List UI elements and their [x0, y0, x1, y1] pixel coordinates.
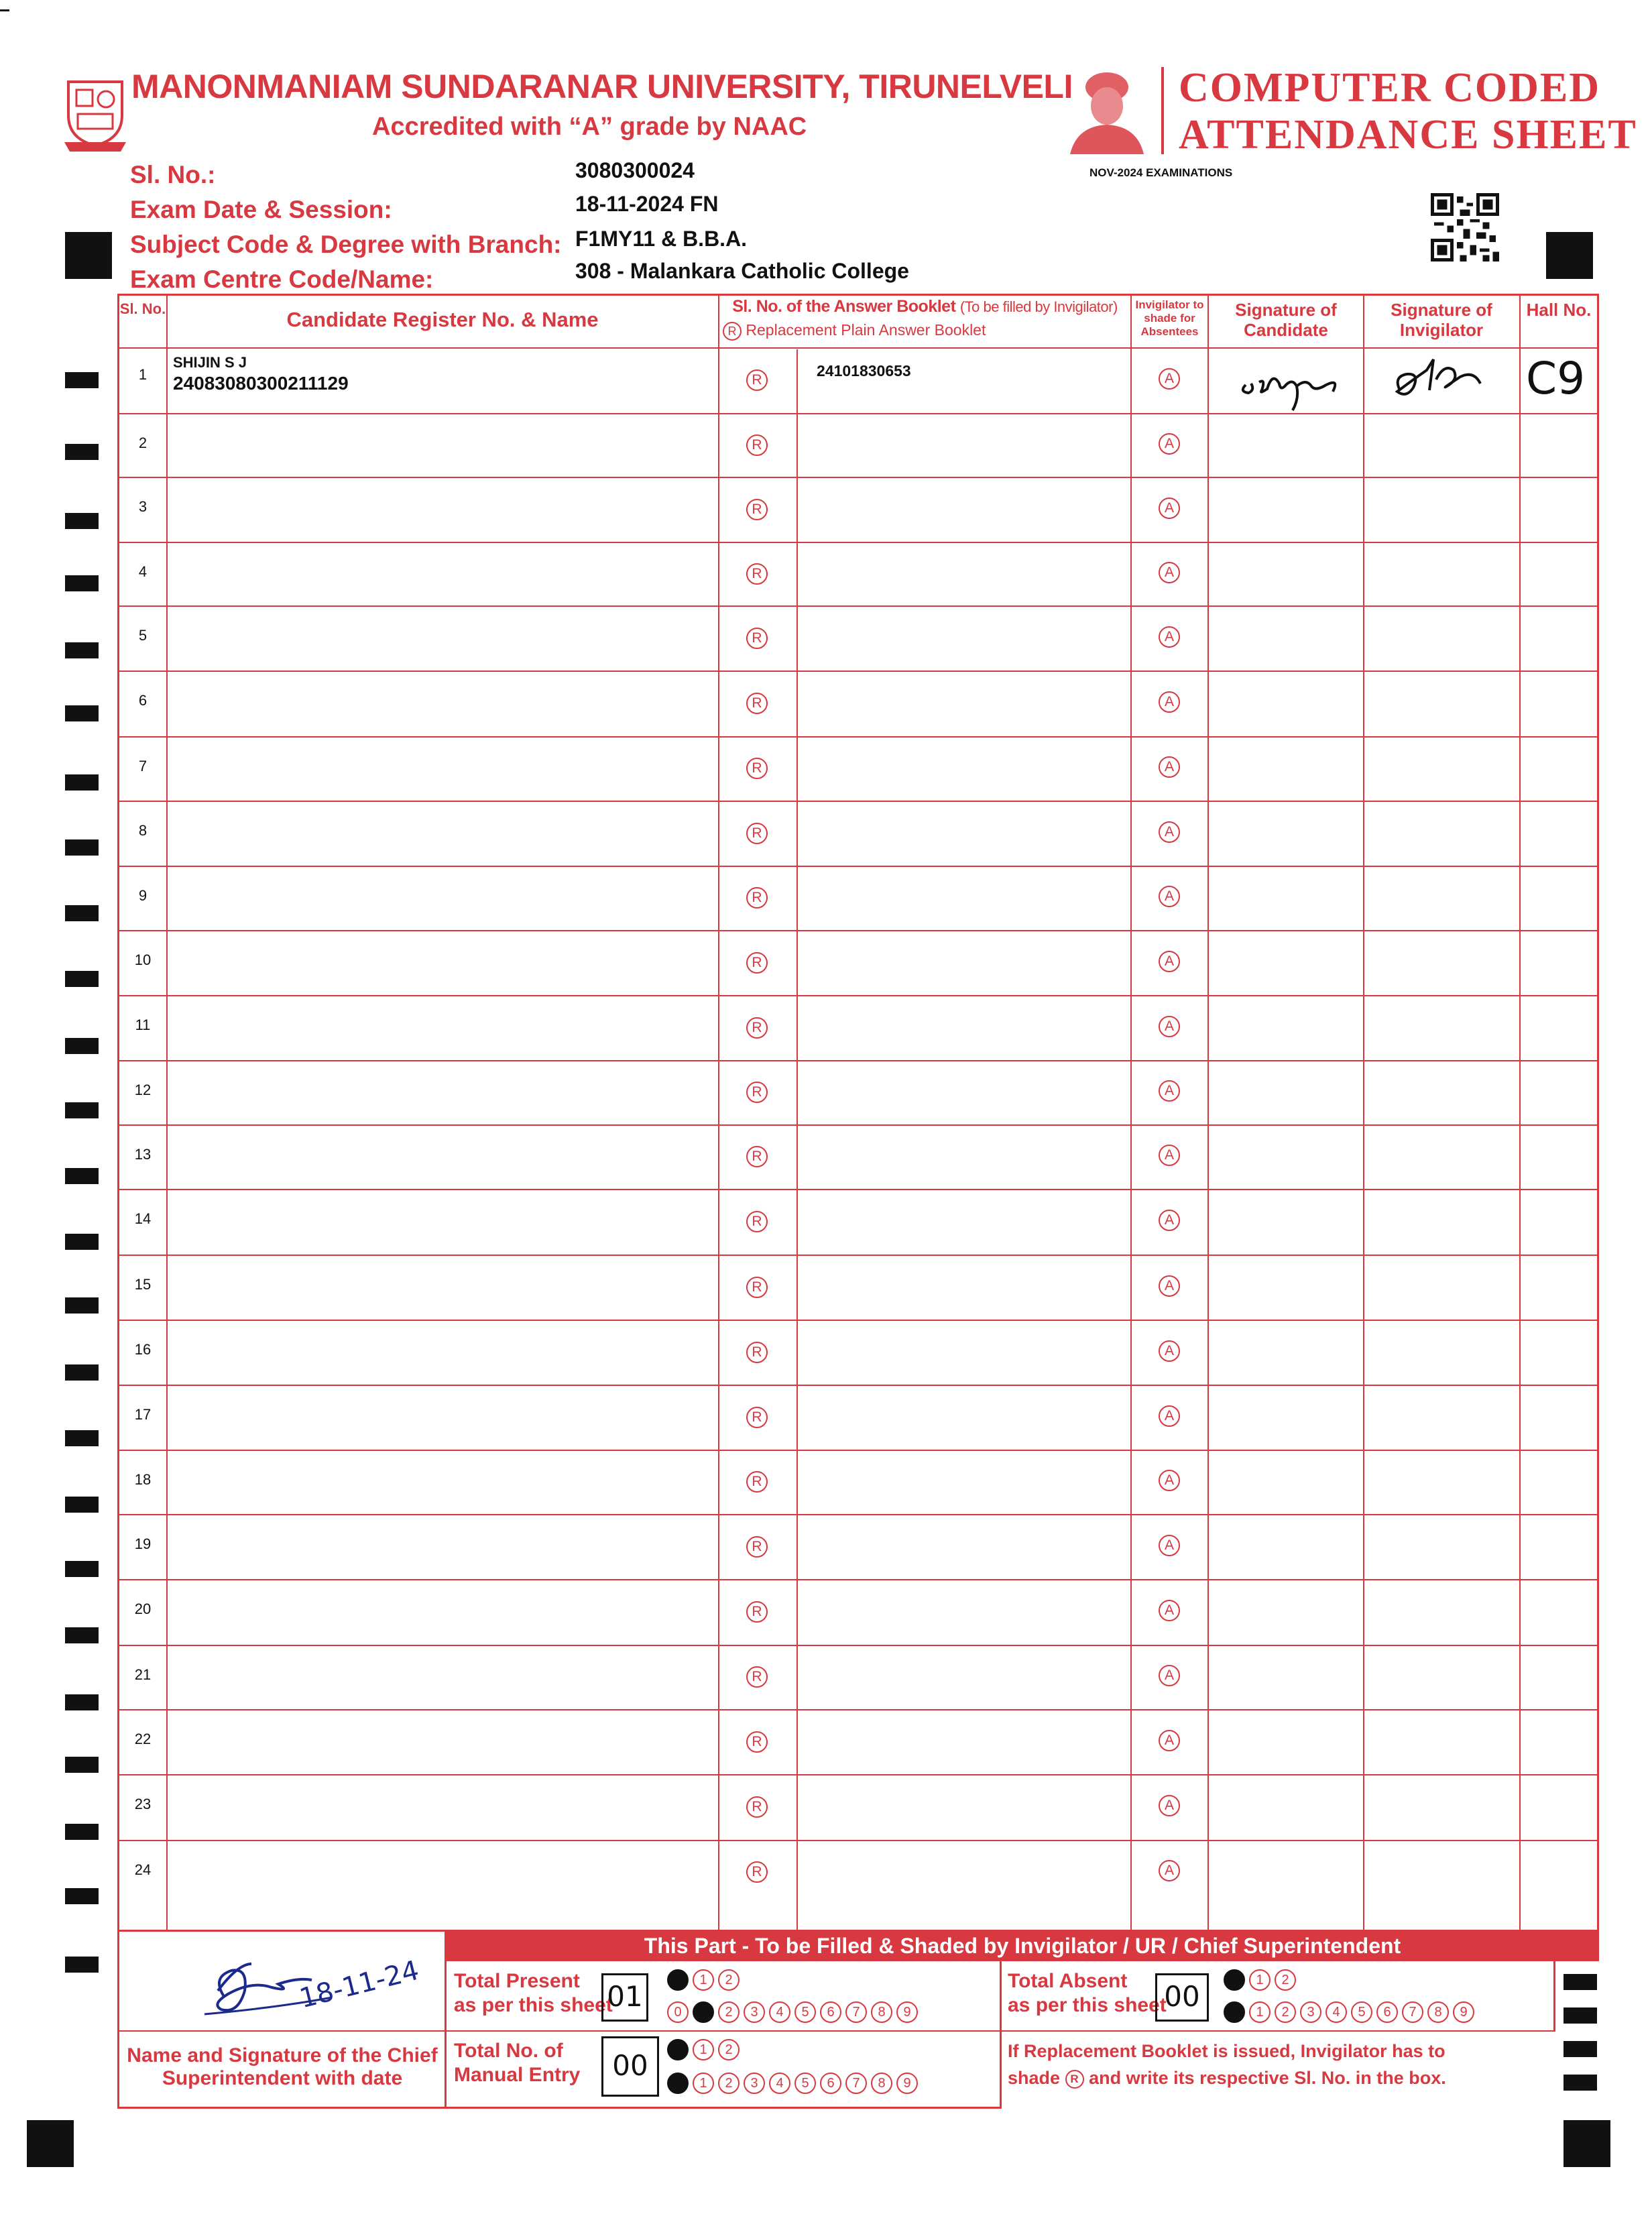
timing-mark: [65, 1561, 99, 1577]
answer-booklet-field[interactable]: [798, 1189, 1130, 1255]
row-sl-no: 16: [134, 1341, 152, 1358]
absentee-bubble[interactable]: A: [1159, 1080, 1180, 1102]
replacement-bubble[interactable]: R: [746, 628, 768, 649]
table-row: [119, 1645, 1597, 1709]
table-row: [119, 1514, 1597, 1579]
col-header-absent: Invigilator to shade for Absentees: [1135, 298, 1204, 338]
timing-mark: [65, 1102, 99, 1118]
manual-entry-box[interactable]: 00: [601, 2036, 659, 2097]
replacement-bubble[interactable]: R: [746, 1666, 768, 1688]
sl-no-value: 3080300024: [575, 158, 695, 182]
answer-booklet-field[interactable]: [798, 930, 1130, 995]
col-header-sig-candidate: Signature of Candidate: [1235, 300, 1337, 340]
manual-entry-units-bubble-6[interactable]: 6: [820, 2073, 841, 2094]
answer-booklet-field[interactable]: [798, 1320, 1130, 1385]
row-sl-no: 1: [138, 366, 148, 383]
timing-mark: [65, 839, 99, 856]
qr-code: [1431, 193, 1499, 261]
col-header-booklet-note: (To be filled by Invigilator): [959, 298, 1118, 315]
answer-booklet-field[interactable]: [798, 736, 1130, 801]
candidate-name: SHIJIN S J: [173, 354, 247, 371]
answer-booklet-field[interactable]: [798, 1060, 1130, 1124]
university-name: MANONMANIAM SUNDARANAR UNIVERSITY, TIRUNELVELI: [131, 68, 1073, 105]
total-present-tens-bubble-0[interactable]: 0: [667, 1969, 689, 1991]
manual-entry-units-bubble-3[interactable]: 3: [744, 2073, 765, 2094]
timing-mark: [65, 1297, 99, 1314]
replacement-bubble[interactable]: R: [746, 1146, 768, 1167]
replacement-bubble[interactable]: R: [746, 952, 768, 974]
col-header-booklet: [719, 297, 1130, 316]
footer-border: [117, 2107, 1001, 2109]
answer-booklet-field[interactable]: [798, 1124, 1130, 1189]
total-absent-tens-bubble-2[interactable]: 2: [1275, 1969, 1296, 1991]
timing-mark: [65, 774, 99, 791]
answer-booklet-field[interactable]: [798, 542, 1130, 605]
total-absent-tens-bubble-0[interactable]: 0: [1224, 1969, 1245, 1991]
timing-mark: [65, 575, 99, 591]
row-sl-no: 19: [134, 1535, 152, 1552]
table-row: [119, 1124, 1597, 1189]
total-present-units-bubble-1[interactable]: 1: [693, 2001, 714, 2023]
replacement-r-icon: R: [723, 322, 742, 341]
absentee-bubble[interactable]: A: [1159, 821, 1180, 843]
replacement-bubble[interactable]: R: [746, 1017, 768, 1039]
answer-booklet-field[interactable]: [798, 995, 1130, 1060]
table-row: [119, 1840, 1597, 1904]
replacement-bubble[interactable]: R: [746, 1082, 768, 1103]
subject-value: F1MY11 & B.B.A.: [575, 227, 748, 251]
footer-section: [117, 1930, 1599, 2109]
col-header-replacement: [723, 321, 1125, 341]
replacement-note-2: shade: [1008, 2068, 1061, 2088]
alignment-mark: [65, 232, 112, 279]
timing-mark: [65, 1757, 99, 1773]
timing-mark: [65, 1364, 99, 1381]
manual-entry-units-bubble-5[interactable]: 5: [794, 2073, 816, 2094]
answer-booklet-field[interactable]: [798, 1709, 1130, 1774]
timing-mark: [65, 1957, 99, 1973]
answer-booklet-field[interactable]: [798, 605, 1130, 671]
manual-entry-units-bubble-0[interactable]: 0: [667, 2073, 689, 2094]
absentee-bubble[interactable]: A: [1159, 1795, 1180, 1816]
row-sl-no: 8: [138, 822, 148, 839]
replacement-bubble[interactable]: R: [746, 1471, 768, 1493]
table-row: [119, 866, 1597, 930]
absentee-bubble[interactable]: A: [1159, 1600, 1180, 1621]
footer-border: [1553, 1961, 1555, 2032]
sl-no-label: Sl. No.:: [130, 161, 216, 188]
accreditation-text: Accredited with “A” grade by NAAC: [372, 113, 807, 141]
row-sl-no: 3: [138, 498, 148, 515]
timing-mark: [65, 444, 99, 460]
col-header-sig-invigilator: Signature of Invigilator: [1391, 300, 1492, 340]
absentee-bubble[interactable]: A: [1159, 1860, 1180, 1881]
total-absent-label-1: Total Absent: [1008, 1970, 1128, 1992]
manual-entry-tens-bubble-0[interactable]: 0: [667, 2039, 689, 2060]
col-header-candidate: Candidate Register No. & Name: [286, 308, 599, 331]
table-row: [119, 995, 1597, 1060]
answer-booklet-field[interactable]: [798, 1450, 1130, 1514]
alignment-mark: [1546, 232, 1593, 279]
row-sl-no: 9: [138, 887, 148, 904]
table-row: [119, 347, 1597, 413]
footer-banner: This Part - To be Filled & Shaded by Invigilator / UR / Chief Superintendent: [446, 1930, 1599, 1961]
total-present-tens-bubble-1[interactable]: 1: [693, 1969, 714, 1991]
total-present-units-bubble-7[interactable]: 7: [845, 2001, 867, 2023]
answer-booklet-field[interactable]: [798, 1645, 1130, 1709]
total-absent-units-bubble-8[interactable]: 8: [1427, 2001, 1449, 2023]
absentee-bubble[interactable]: A: [1159, 433, 1180, 455]
subject-label: Subject Code & Degree with Branch:: [130, 231, 562, 258]
table-row: [119, 736, 1597, 801]
replacement-bubble[interactable]: R: [746, 1407, 768, 1428]
answer-booklet-field[interactable]: [798, 413, 1130, 477]
timing-mark: [65, 372, 99, 388]
replacement-bubble[interactable]: R: [746, 1601, 768, 1623]
timing-mark: [65, 1888, 99, 1904]
table-row: [119, 1189, 1597, 1255]
university-logo: [62, 75, 129, 154]
manual-entry-units-bubble-9[interactable]: 9: [896, 2073, 918, 2094]
col-header-booklet-main: Sl. No. of the Answer Booklet: [732, 297, 956, 316]
timing-mark: [65, 1430, 99, 1446]
total-absent-units-bubble-6[interactable]: 6: [1376, 2001, 1398, 2023]
absentee-bubble[interactable]: A: [1159, 1145, 1180, 1166]
row-sl-no: 17: [134, 1406, 152, 1423]
answer-booklet-field[interactable]: [798, 1385, 1130, 1450]
table-row: [119, 801, 1597, 866]
answer-booklet-field[interactable]: [798, 671, 1130, 736]
absentee-bubble[interactable]: A: [1159, 562, 1180, 583]
footer-border: [1000, 1961, 1002, 2109]
absentee-bubble[interactable]: A: [1159, 886, 1180, 907]
centre-label: Exam Centre Code/Name:: [130, 266, 434, 293]
timing-mark: [65, 905, 99, 921]
absentee-bubble[interactable]: A: [1159, 1340, 1180, 1362]
total-present-units-bubble-8[interactable]: 8: [871, 2001, 892, 2023]
table-row: [119, 1385, 1597, 1450]
manual-entry-units-bubble-4[interactable]: 4: [769, 2073, 790, 2094]
col-header-booklet-sub: Replacement Plain Answer Booklet: [746, 321, 986, 339]
total-present-units-bubble-4[interactable]: 4: [769, 2001, 790, 2023]
table-row: [119, 1774, 1597, 1840]
answer-booklet-field[interactable]: [798, 801, 1130, 866]
invigilator-signature: [1380, 350, 1500, 410]
answer-booklet-field[interactable]: [798, 1840, 1130, 1904]
absentee-bubble[interactable]: A: [1159, 1016, 1180, 1037]
answer-booklet-field[interactable]: [798, 477, 1130, 542]
timing-mark: [65, 971, 99, 987]
total-present-units-bubble-2[interactable]: 2: [718, 2001, 740, 2023]
total-present-units-bubble-0[interactable]: 0: [667, 2001, 689, 2023]
row-sl-no: 10: [134, 951, 152, 968]
total-present-tens-bubble-2[interactable]: 2: [718, 1969, 740, 1991]
footer-border: [117, 1930, 119, 2109]
total-absent-units-bubble-0[interactable]: 0: [1224, 2001, 1245, 2023]
hall-no: C9: [1526, 353, 1586, 404]
row-sl-no: 7: [138, 758, 148, 774]
table-row: [119, 1255, 1597, 1320]
total-absent-box[interactable]: 00: [1155, 1973, 1209, 2022]
absentee-bubble[interactable]: A: [1159, 498, 1180, 519]
absentee-bubble[interactable]: A: [1159, 691, 1180, 713]
absentee-bubble[interactable]: A: [1159, 626, 1180, 648]
row-sl-no: 24: [134, 1861, 152, 1878]
manual-entry-units-bubble-7[interactable]: 7: [845, 2073, 867, 2094]
total-absent-units-bubble-3[interactable]: 3: [1300, 2001, 1321, 2023]
row-sl-no: 20: [134, 1600, 152, 1617]
table-row: [119, 1450, 1597, 1514]
manual-entry-tens-bubble-1[interactable]: 1: [693, 2039, 714, 2060]
table-row: [119, 1060, 1597, 1124]
replacement-bubble[interactable]: R: [746, 823, 768, 844]
col-header-sl: Sl. No.: [119, 300, 166, 317]
footer-border: [117, 2030, 446, 2032]
table-row: [119, 413, 1597, 477]
table-row: [119, 930, 1597, 995]
replacement-bubble[interactable]: R: [746, 563, 768, 585]
total-present-units-bubble-6[interactable]: 6: [820, 2001, 841, 2023]
row-sl-no: 15: [134, 1276, 152, 1293]
replacement-bubble[interactable]: R: [746, 1731, 768, 1753]
row-sl-no: 6: [138, 692, 148, 709]
corner-mark: [0, 9, 9, 11]
row-sl-no: 13: [134, 1146, 152, 1163]
absentee-bubble[interactable]: A: [1159, 1405, 1180, 1427]
sheet-title-line2: ATTENDANCE SHEET: [1179, 112, 1637, 158]
row-sl-no: 22: [134, 1731, 152, 1747]
table-row: [119, 605, 1597, 671]
sheet-title-line1: COMPUTER CODED: [1179, 65, 1601, 111]
total-present-units-bubble-9[interactable]: 9: [896, 2001, 918, 2023]
timing-mark: [65, 1694, 99, 1710]
replacement-bubble[interactable]: R: [746, 434, 768, 456]
attendance-table: [117, 294, 1599, 1932]
timing-mark: [65, 1234, 99, 1250]
row-sl-no: 4: [138, 563, 148, 580]
replacement-note-3: and write its respective Sl. No. in the box.: [1089, 2068, 1446, 2088]
absentee-bubble[interactable]: A: [1159, 1535, 1180, 1556]
replacement-bubble[interactable]: R: [746, 1277, 768, 1298]
absentee-bubble[interactable]: A: [1159, 1665, 1180, 1686]
row-sl-no: 23: [134, 1796, 152, 1812]
candidate-signature: [1232, 351, 1353, 412]
row-sl-no: 12: [134, 1082, 152, 1098]
absentee-bubble[interactable]: A: [1159, 1470, 1180, 1491]
row-sl-no: 14: [134, 1210, 152, 1227]
row-sl-no: 5: [138, 627, 148, 644]
timing-mark: [65, 705, 99, 721]
manual-entry-units-bubble-2[interactable]: 2: [718, 2073, 740, 2094]
absentee-bubble[interactable]: A: [1159, 951, 1180, 972]
absentee-bubble[interactable]: A: [1159, 368, 1180, 390]
timing-mark: [65, 1497, 99, 1513]
replacement-bubble[interactable]: R: [746, 1342, 768, 1363]
row-sl-no: 11: [135, 1016, 151, 1033]
timing-mark: [65, 1627, 99, 1643]
sheet-title: [1179, 64, 1637, 158]
header-divider: [1161, 67, 1164, 154]
replacement-note-1: If Replacement Booklet is issued, Invigilator has to: [1008, 2041, 1446, 2061]
replacement-r-icon: R: [1065, 2070, 1084, 2089]
total-absent-label-2: as per this sheet: [1008, 1994, 1167, 2016]
table-row: [119, 1320, 1597, 1385]
total-absent-units-bubble-9[interactable]: 9: [1453, 2001, 1474, 2023]
table-row: [119, 542, 1597, 605]
total-present-box[interactable]: 01: [601, 1973, 648, 2022]
total-present-label-1: Total Present: [454, 1970, 580, 1992]
manual-entry-label-2: Manual Entry: [454, 2064, 581, 2086]
answer-booklet-field[interactable]: [798, 866, 1130, 930]
answer-booklet-field[interactable]: [798, 1514, 1130, 1579]
replacement-note: [1008, 2066, 1446, 2090]
manual-entry-label-1: Total No. of: [454, 2040, 563, 2062]
replacement-bubble[interactable]: R: [746, 1536, 768, 1558]
candidate-register-no: 24083080300211129: [173, 373, 349, 394]
absentee-bubble[interactable]: A: [1159, 1210, 1180, 1231]
total-absent-units-bubble-7[interactable]: 7: [1402, 2001, 1423, 2023]
table-row: [119, 671, 1597, 736]
total-absent-units-bubble-4[interactable]: 4: [1325, 2001, 1347, 2023]
replacement-bubble[interactable]: R: [746, 887, 768, 909]
chief-superintendent-label: Name and Signature of the Chief Superintendent with date: [127, 2044, 438, 2089]
replacement-bubble[interactable]: R: [746, 369, 768, 391]
total-absent-units-bubble-1[interactable]: 1: [1249, 2001, 1271, 2023]
table-row: [119, 1579, 1597, 1645]
exam-date-label: Exam Date & Session:: [130, 196, 392, 223]
row-sl-no: 2: [138, 434, 148, 451]
table-row: [119, 1709, 1597, 1774]
col-header-hall: Hall No.: [1526, 300, 1592, 320]
centre-value: 308 - Malankara Catholic College: [575, 259, 909, 283]
absentee-bubble[interactable]: A: [1159, 756, 1180, 778]
exam-session-note: NOV-2024 EXAMINATIONS: [1089, 166, 1233, 179]
manual-entry-units-bubble-8[interactable]: 8: [871, 2073, 892, 2094]
total-absent-tens-bubble-1[interactable]: 1: [1249, 1969, 1271, 1991]
absentee-bubble[interactable]: A: [1159, 1730, 1180, 1751]
replacement-bubble[interactable]: R: [746, 1796, 768, 1818]
answer-booklet-field[interactable]: [798, 1255, 1130, 1320]
alignment-mark: [27, 2120, 74, 2167]
total-present-units-bubble-5[interactable]: 5: [794, 2001, 816, 2023]
answer-booklet-field[interactable]: [798, 1774, 1130, 1840]
chief-signature-date: 18-11-24: [296, 1955, 422, 2015]
absentee-bubble[interactable]: A: [1159, 1275, 1180, 1297]
total-present-label-2: as per this sheet: [454, 1994, 613, 2016]
timing-mark: [65, 1168, 99, 1184]
row-sl-no: 18: [134, 1471, 152, 1488]
replacement-bubble[interactable]: R: [746, 758, 768, 779]
exam-date-value: 18-11-2024 FN: [575, 192, 719, 216]
alignment-mark: [1564, 2120, 1610, 2167]
timing-mark: [65, 1038, 99, 1054]
replacement-bubble[interactable]: R: [746, 1861, 768, 1883]
timing-mark: [65, 642, 99, 658]
table-row: [119, 477, 1597, 542]
founder-portrait: [1063, 67, 1150, 154]
total-absent-units-bubble-2[interactable]: 2: [1275, 2001, 1296, 2023]
timing-mark: [65, 513, 99, 529]
answer-booklet-field[interactable]: [798, 1579, 1130, 1645]
replacement-bubble[interactable]: R: [746, 499, 768, 520]
timing-mark: [65, 1824, 99, 1840]
replacement-bubble[interactable]: R: [746, 1211, 768, 1232]
answer-booklet-no: 24101830653: [817, 362, 911, 380]
row-sl-no: 21: [134, 1666, 152, 1683]
manual-entry-tens-bubble-2[interactable]: 2: [718, 2039, 740, 2060]
manual-entry-units-bubble-1[interactable]: 1: [693, 2073, 714, 2094]
total-present-units-bubble-3[interactable]: 3: [744, 2001, 765, 2023]
total-absent-units-bubble-5[interactable]: 5: [1351, 2001, 1372, 2023]
replacement-bubble[interactable]: R: [746, 693, 768, 714]
